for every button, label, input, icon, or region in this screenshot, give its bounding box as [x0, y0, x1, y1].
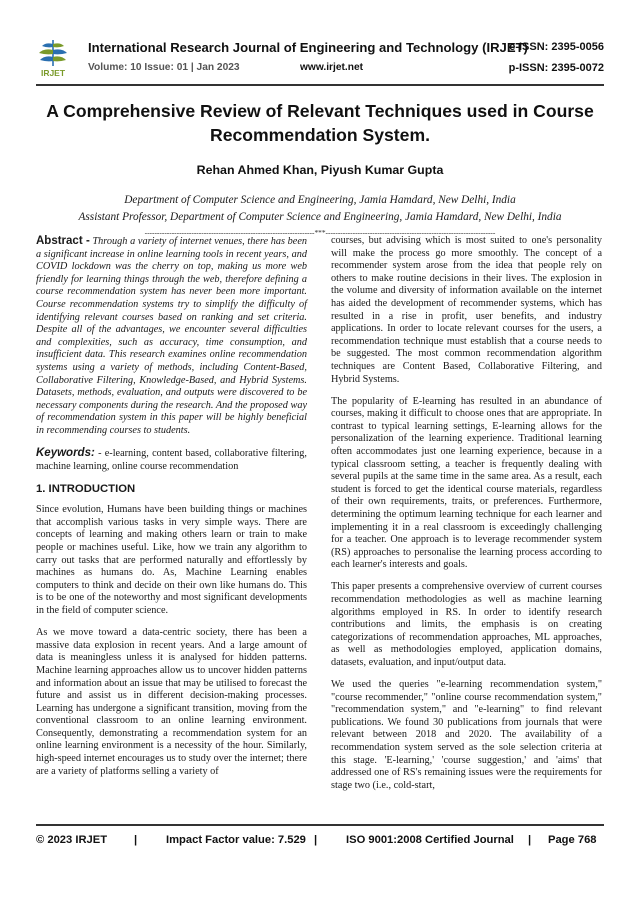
affiliation-2: Assistant Professor, Department of Computer Science and Engineering, Jamia Hamdard, New Delhi, India [78, 211, 562, 223]
intro-paragraph-2: As we move toward a data-centric society, there has been a massive data explosion in recent years. And a large amount of data is meaningless unless it is analysed for hidden patterns. Machine learning approaches allow us to uncover hidden patterns and information about an issue that may be utilised to forecast the future and assist us in different decision-making processes. Learning has undergone a significant transition, moving from the conventional classroom to an online learning environment. Consequently, demonstrating a recommendation system for an online learning environment is a necessity of the hour. Similarly, high-speed internet encourages us to study over the internet; there are a variety of platforms selling a variety of [36, 627, 307, 777]
logo-text: IRJET [40, 68, 66, 78]
e-issn: e-ISSN: 2395-0056 [509, 41, 604, 53]
keywords [36, 447, 307, 473]
right-column [331, 235, 602, 802]
paper-authors: Rehan Ahmed Khan, Piyush Kumar Gupta [196, 163, 444, 177]
keywords-text: - e-learning, content based, collaborative filtering, machine learning, online course recommendation [36, 448, 307, 472]
section-separator: ---------------------------------------------------------------------***--------------------------------------------------------------------- [144, 228, 496, 237]
header-divider [36, 84, 604, 86]
footer-iso: ISO 9001:2008 Certified Journal [346, 834, 514, 846]
journal-website-link[interactable]: www.irjet.net [300, 62, 364, 73]
keywords-label: Keywords: [36, 447, 95, 459]
abstract [36, 235, 307, 438]
footer-divider [36, 824, 604, 826]
footer-separator: | [134, 834, 138, 846]
p-issn: p-ISSN: 2395-0072 [508, 62, 604, 74]
intro-paragraph-5: This paper presents a comprehensive overview of current courses recommendation methodologies as well as machine learning algorithms employed in RS. In order to identify research contributions and limits, the emphasis is on creating categorizations of recommendation approaches, ML approaches, as well as methodologies employed, application domains, datasets, evaluation, and input/output data. [331, 581, 602, 668]
affiliation-1: Department of Computer Science and Engineering, Jamia Hamdard, New Delhi, India [124, 194, 516, 206]
intro-paragraph-6: We used the queries "e-learning recommendation system," "course recommender," "online course recommendation system," "recommendation system," and "e-learning" to find relevant publications. We found 30 publications from journals that were relevant between 2018 and 2020. The availability of a recommendation system served as the sole selection criteria at this stage. 'E-learning,' 'course suggestion,' and 'aims' that addressed one of RS's remaining issues were the requirements for stage two (i.e., cold-start, [331, 679, 602, 791]
paper-title: A Comprehensive Review of Relevant Techniques used in Course Recommendation System. [46, 101, 594, 145]
footer-separator: | [314, 834, 318, 846]
irjet-logo-icon [36, 38, 70, 68]
abstract-label: Abstract - [36, 235, 90, 247]
footer-impact-factor: Impact Factor value: 7.529 [166, 834, 306, 846]
intro-paragraph-3: courses, but advising which is most suited to one's personality will make the process go more smoothly. The concept of a recommender system arose from the idea that people rely on others to make routine decisions in their lives. The explosion in the volume and diversity of information available on the internet has aided the development of recommender systems, which has resulted in a rise in profit, user benefits, and industry applications. In order to locate relevant courses for the users, a recommendation technique must establish that a course needs to be suggested. The most common recommendation algorithm techniques are Content Based, Collaborative Filtering, and Hybrid Systems. [331, 235, 602, 385]
footer-copyright: © 2023 IRJET [36, 834, 108, 846]
abstract-text: Through a variety of internet venues, there has been a significant increase in online learning tools in recent years, and COVID lockdown was the cherry on top, making us more web friendly for learning things through the web, therefore defining a course recommendation system has never been more important. Course recommendation systems try to simplify the difficulty of identifying relevant courses based on ranking and set criteria. Despite all of the advantages, we encounter several difficulties and complexities, such as accuracy, time consumption, and insufficient data. This research examines online recommendation systems using a variety of methods, including Content-Based, Collaborative Filtering, Knowledge-Based, and Hybrid Systems. Datasets, methods, evaluation, and outputs were discovered to be necessary components during the research. And the proposed way of recommendation system in this paper will be highly beneficial in recommending courses to students. [36, 236, 307, 436]
intro-paragraph-4: The popularity of E-learning has resulted in an abundance of courses, making it difficult to choose ones that are appropriate. In contrast to typical learning settings, E-learning allows for the personalization of the learning experience. Traditional learning often accommodates just one learning experience, because in a typical classroom setting, a teacher is frequently dealing with several pupils at the same time in the same area. As a result, each student is forced to get the identical course materials, regardless of their own requirements, traits, or preferences. Furthermore, determining the optimum learning technique for each learner and implementing it in a real classroom is exceedingly challenging for a teacher. One approach is to leverage recommender system (RS) approaches to personalise the learning process according to each learner's interests and goals. [331, 395, 602, 571]
footer-separator: | [528, 834, 532, 846]
journal-name: International Research Journal of Engineering and Technology (IRJET) [88, 40, 528, 55]
intro-paragraph-1: Since evolution, Humans have been building things or machines that accomplish various tasks in very simple ways. There are concepts of learning and making others learn or train to make people or machines useful. Like, how we train any algorithm to carry out tasks that are performed naturally and effortlessly by machines as humans do. As, Machine Learning enables computers to think and decide on their own like humans do. This is to be one of the noteworthy and most significant developments in the field of computer science. [36, 504, 307, 617]
section-heading-introduction: 1. INTRODUCTION [36, 482, 136, 495]
footer-page-number: Page 768 [548, 834, 597, 846]
volume-issue: Volume: 10 Issue: 01 | Jan 2023 [88, 62, 240, 73]
irjet-logo [36, 38, 70, 80]
journal-header [36, 38, 604, 84]
left-column [36, 235, 307, 788]
